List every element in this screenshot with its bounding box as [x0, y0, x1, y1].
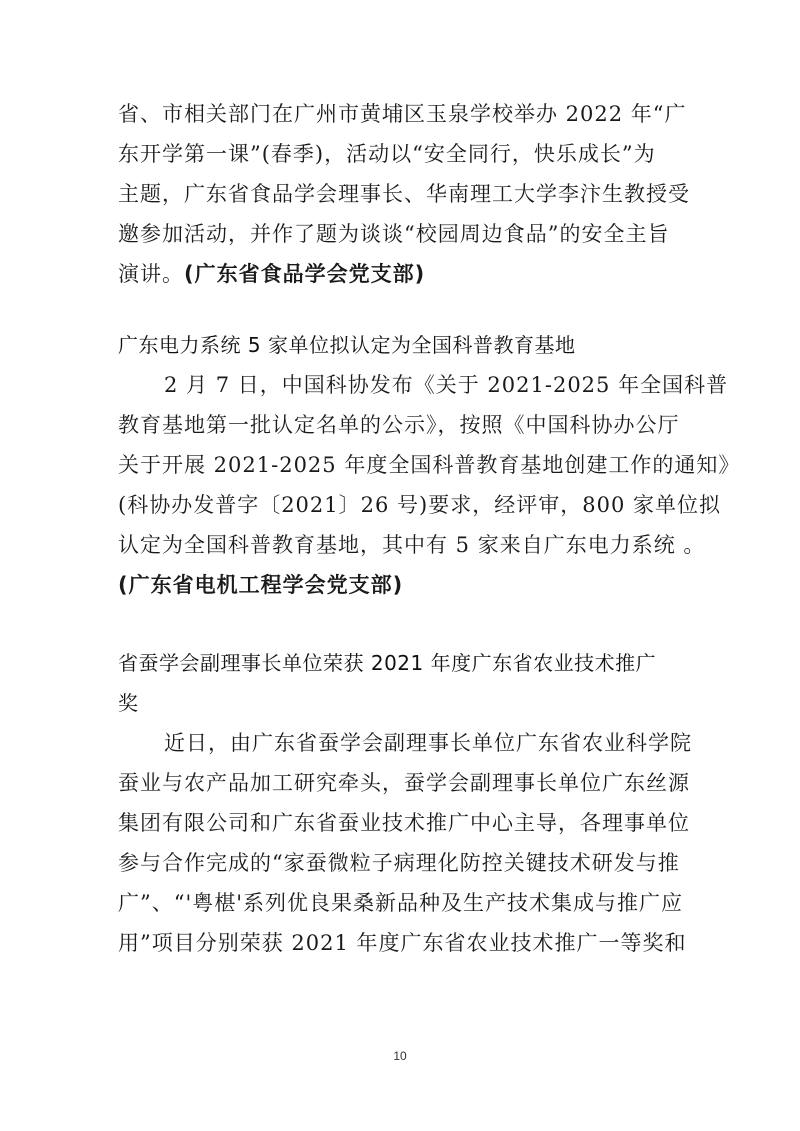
text-line: 2 月 7 日，中国科协发布《关于 2021-2025 年全国科普	[164, 373, 729, 397]
section-heading-continued: 奖	[118, 691, 139, 715]
text-line	[118, 254, 686, 294]
paragraph-agri-award	[118, 723, 692, 963]
text-line: (科协办发普字〔2021〕26 号)要求，经评审，800 家单位拟	[118, 493, 721, 517]
page-number: 10	[393, 1049, 407, 1063]
text-line: 参与合作完成的“家蚕微粒子病理化防控关键技术研发与推	[118, 851, 680, 875]
text-line: 蚕业与农产品加工研究牵头，蚕学会副理事长单位广东丝源	[118, 771, 690, 795]
text-line: 邀参加活动，并作了题为谈谈“校园周边食品”的安全主旨	[118, 222, 670, 246]
text-line: 认定为全国科普教育基地，其中有 5 家来自广东电力系统 。	[118, 533, 706, 557]
document-body	[118, 94, 741, 963]
text-line: 省、市相关部门在广州市黄埔区玉泉学校举办 2022 年“广	[118, 102, 687, 126]
text-line: 教育基地第一批认定名单的公示》，按照《中国科协办公厅	[118, 413, 680, 437]
text-line: 集团有限公司和广东省蚕业技术推广中心主导，各理事单位	[118, 811, 690, 835]
text-line: 近日，由广东省蚕学会副理事长单位广东省农业科学院	[164, 731, 692, 755]
text-line: 关于开展 2021-2025 年度全国科普教育基地创建工作的通知》	[118, 453, 741, 477]
text-line: 东开学第一课”(春季)，活动以“安全同行，快乐成长”为	[118, 142, 656, 166]
section-heading: 广东电力系统 5 家单位拟认定为全国科普教育基地	[118, 333, 576, 357]
section-heading: 省蚕学会副理事长单位荣获 2021 年度广东省农业技术推广	[118, 651, 657, 675]
source-attribution: (广东省电机工程学会党支部)	[118, 573, 404, 597]
spacer	[118, 294, 686, 325]
text-line: 主题，广东省食品学会理事长、华南理工大学李汴生教授受	[118, 182, 690, 206]
spacer	[118, 605, 686, 643]
text-line: 用”项目分别荣获 2021 年度广东省农业技术推广一等奖和	[118, 931, 687, 955]
source-attribution: (广东省食品学会党支部)	[184, 262, 426, 286]
paragraph-school-lesson	[118, 94, 690, 294]
paragraph-science-base	[118, 365, 741, 605]
text-line: 广”、“'粤椹'系列优良果桑新品种及生产技术集成与推广应	[118, 891, 684, 915]
text-segment: 演讲。	[118, 262, 184, 286]
